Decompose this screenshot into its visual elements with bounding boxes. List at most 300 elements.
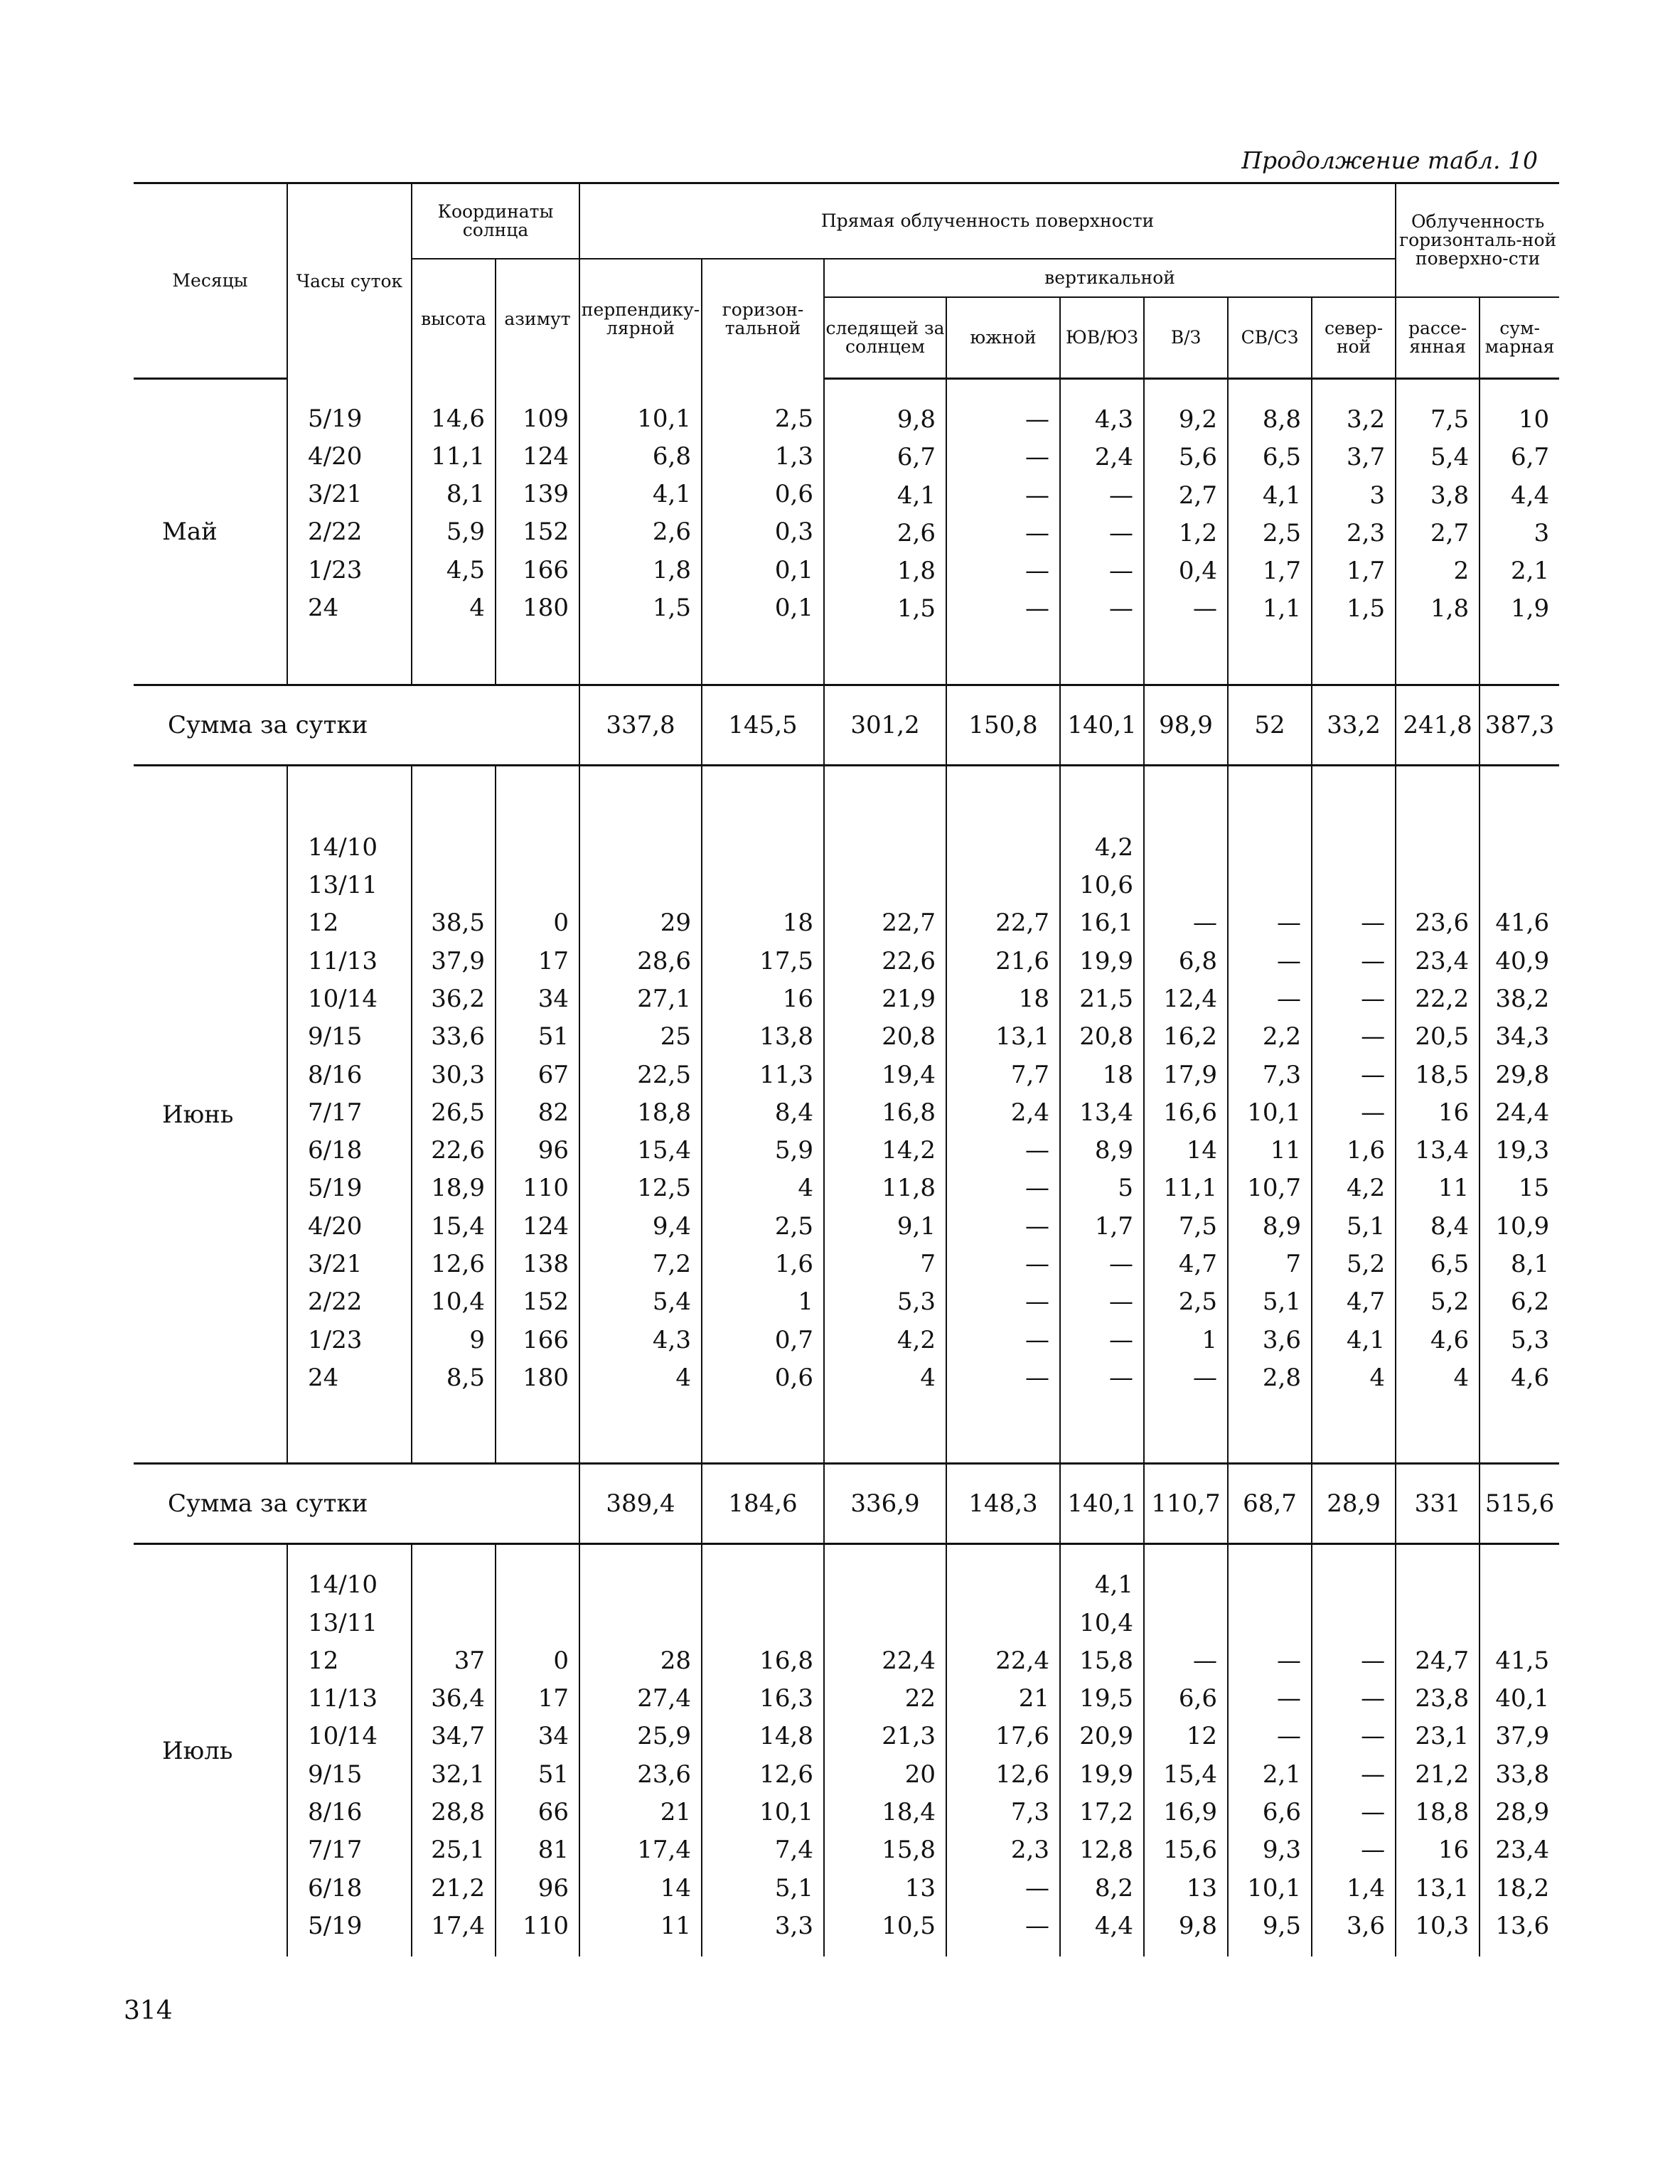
value-cell: 110 xyxy=(523,1911,569,1940)
value-cell: 20,8 xyxy=(1079,1022,1133,1051)
value-cell: 82 xyxy=(537,1098,569,1127)
header-months: Месяцы xyxy=(134,183,287,379)
value-cell: 166 xyxy=(523,555,569,584)
value-cell: — xyxy=(1361,1722,1386,1751)
value-cell: 25 xyxy=(660,1022,691,1051)
value-cell: 21 xyxy=(660,1798,691,1827)
value-cell: — xyxy=(1025,1136,1049,1165)
daily-sum-cell: 33,2 xyxy=(1312,685,1396,765)
daily-sum-cell: 150,8 xyxy=(946,685,1060,765)
value-cell: — xyxy=(1109,518,1133,547)
value-cell: 30,3 xyxy=(431,1060,485,1089)
value-cell: 2,5 xyxy=(1262,518,1301,547)
value-cell: 0,7 xyxy=(774,1325,813,1354)
value-cell: 51 xyxy=(537,1022,569,1051)
value-cell xyxy=(825,867,936,904)
hour-cell: 3/21 xyxy=(308,1250,363,1279)
value-cell: 18,4 xyxy=(882,1798,936,1827)
value-cell: 16,9 xyxy=(1163,1798,1217,1827)
value-cell: 4 xyxy=(798,1174,813,1203)
value-cell: — xyxy=(1025,481,1049,510)
value-cell: — xyxy=(1109,1288,1133,1317)
value-cell: 33,8 xyxy=(1495,1760,1550,1789)
value-cell: 36,2 xyxy=(431,984,485,1013)
value-cell: — xyxy=(1109,1325,1133,1354)
value-column xyxy=(1396,1544,1480,1956)
value-cell: 15,8 xyxy=(1079,1646,1133,1675)
hour-cell: 24 xyxy=(308,1363,339,1392)
month-label: Май xyxy=(162,517,218,546)
value-cell: 16,8 xyxy=(759,1646,813,1675)
hour-cell: 4/20 xyxy=(308,441,363,471)
value-cell: 10,9 xyxy=(1495,1211,1550,1241)
header-ne-nw: СВ/СЗ xyxy=(1228,297,1312,379)
value-cell xyxy=(496,1566,569,1604)
value-cell xyxy=(1145,1605,1217,1642)
value-cell: 7,3 xyxy=(1262,1060,1301,1089)
daily-sum-cell: 98,9 xyxy=(1144,685,1228,765)
value-cell: 0,3 xyxy=(774,518,813,547)
value-column xyxy=(824,765,946,1463)
value-cell: — xyxy=(1109,557,1133,586)
header-e-w: В/З xyxy=(1144,297,1228,379)
value-cell xyxy=(1229,867,1301,904)
value-cell: 21,2 xyxy=(431,1873,485,1902)
value-cell: 13,6 xyxy=(1495,1911,1550,1940)
value-cell: 4 xyxy=(1369,1363,1386,1392)
value-cell: — xyxy=(1109,594,1133,623)
hour-cell: 14/10 xyxy=(308,1570,378,1600)
value-cell: 22,4 xyxy=(995,1646,1049,1675)
value-cell: 1,4 xyxy=(1347,1873,1386,1902)
value-column xyxy=(824,379,946,685)
hour-cell: 14/10 xyxy=(308,833,378,862)
value-cell xyxy=(1312,1566,1385,1604)
month-label: Июнь xyxy=(162,1100,234,1129)
value-cell: 25,9 xyxy=(637,1722,691,1751)
value-cell xyxy=(1229,1605,1301,1642)
hour-cell: 7/17 xyxy=(308,1098,363,1127)
value-cell: 1,1 xyxy=(1262,594,1301,623)
value-column xyxy=(579,379,702,685)
value-cell xyxy=(947,1605,1049,1642)
value-cell: 1,5 xyxy=(897,594,936,623)
value-cell: 14,2 xyxy=(882,1136,936,1165)
value-cell: 8,4 xyxy=(1430,1211,1470,1241)
value-cell: 13,1 xyxy=(1415,1873,1470,1902)
value-cell: 15,4 xyxy=(431,1211,485,1241)
value-cell: — xyxy=(1361,946,1386,975)
value-cell: 51 xyxy=(537,1760,569,1789)
value-cell: 9 xyxy=(469,1325,485,1354)
value-cell xyxy=(1396,867,1469,904)
value-cell: 2,7 xyxy=(1178,481,1217,510)
value-cell: 5,9 xyxy=(774,1136,813,1165)
table-caption: Продолжение табл. 10 xyxy=(1241,146,1538,174)
value-cell: 180 xyxy=(523,593,569,622)
value-cell: 0,1 xyxy=(774,555,813,584)
value-cell: 14 xyxy=(660,1873,691,1902)
value-cell: 11,1 xyxy=(1163,1174,1217,1203)
value-cell: — xyxy=(1361,1022,1386,1051)
value-cell: 10,1 xyxy=(637,404,691,433)
value-cell: 3,3 xyxy=(774,1911,813,1940)
value-column xyxy=(946,379,1060,685)
value-cell: 15,4 xyxy=(1163,1760,1217,1789)
value-column xyxy=(702,379,824,685)
value-cell: 7,5 xyxy=(1178,1211,1217,1241)
value-cell: 10,1 xyxy=(1247,1098,1301,1127)
header-horizontal: горизон-тальной xyxy=(702,259,824,379)
value-cell: 7,7 xyxy=(1010,1060,1049,1089)
value-cell: 6,8 xyxy=(1178,946,1217,975)
value-cell: 29,8 xyxy=(1495,1060,1550,1089)
hour-cell: 10/14 xyxy=(308,1722,378,1751)
value-cell: 4,2 xyxy=(897,1325,936,1354)
value-cell: 14,6 xyxy=(431,404,485,433)
value-cell: — xyxy=(1361,984,1386,1013)
value-cell xyxy=(825,1605,936,1642)
value-cell: — xyxy=(1193,1363,1217,1392)
value-cell: 16,2 xyxy=(1163,1022,1217,1051)
value-cell: 22,6 xyxy=(431,1136,485,1165)
daily-sum-cell: 331 xyxy=(1396,1464,1480,1544)
value-cell: 124 xyxy=(523,441,569,471)
daily-sum-cell: 110,7 xyxy=(1144,1464,1228,1544)
value-cell: 15,8 xyxy=(882,1836,936,1865)
value-cell: 21,6 xyxy=(995,946,1049,975)
value-cell: 23,1 xyxy=(1415,1722,1470,1751)
value-cell: 5,4 xyxy=(652,1288,691,1317)
value-cell: 22,4 xyxy=(882,1646,936,1675)
value-cell: 10,6 xyxy=(1079,871,1133,900)
value-cell: 9,8 xyxy=(897,405,936,434)
page-number: 314 xyxy=(124,1996,173,2025)
value-cell xyxy=(1480,1566,1549,1604)
value-cell: 13 xyxy=(904,1873,936,1902)
value-cell: 81 xyxy=(537,1836,569,1865)
value-cell: 8,5 xyxy=(446,1363,485,1392)
daily-sum-cell: 336,9 xyxy=(824,1464,946,1544)
value-cell: 27,1 xyxy=(637,984,691,1013)
value-cell: 8,9 xyxy=(1094,1136,1133,1165)
value-column xyxy=(496,1544,579,1956)
value-column xyxy=(579,1544,702,1956)
value-cell xyxy=(1396,1605,1469,1642)
value-cell: 67 xyxy=(537,1060,569,1089)
value-cell: — xyxy=(1025,1325,1049,1354)
value-cell: 16 xyxy=(782,984,813,1013)
value-cell: 18,2 xyxy=(1495,1873,1550,1902)
value-cell: 22,7 xyxy=(995,909,1049,938)
value-cell: 18,8 xyxy=(637,1098,691,1127)
value-cell: 41,6 xyxy=(1495,909,1550,938)
value-cell xyxy=(1229,1566,1301,1604)
value-cell: 12,4 xyxy=(1163,984,1217,1013)
value-cell: — xyxy=(1025,1250,1049,1279)
value-cell: 17,4 xyxy=(637,1836,691,1865)
value-column xyxy=(412,765,496,1463)
value-cell: 7,3 xyxy=(1010,1798,1049,1827)
value-cell: 0,1 xyxy=(774,593,813,622)
value-column xyxy=(496,765,579,1463)
value-cell: 2 xyxy=(1453,557,1470,586)
value-column xyxy=(824,1544,946,1956)
value-cell: 5,1 xyxy=(774,1873,813,1902)
header-diffuse: рассе-янная xyxy=(1396,297,1480,379)
value-cell: 2,1 xyxy=(1511,557,1550,586)
value-cell: 8,8 xyxy=(1262,405,1301,434)
value-cell: 4,5 xyxy=(446,555,485,584)
value-cell: 1,2 xyxy=(1178,518,1217,547)
value-cell: — xyxy=(1025,1174,1049,1203)
value-cell: 17,4 xyxy=(431,1911,485,1940)
value-cell xyxy=(947,867,1049,904)
value-cell: 7,2 xyxy=(652,1250,691,1279)
value-cell: 28,8 xyxy=(431,1798,485,1827)
hour-cell: 10/14 xyxy=(308,984,378,1013)
value-cell: 1,7 xyxy=(1347,557,1386,586)
value-cell: 22,6 xyxy=(882,946,936,975)
value-cell: 15,6 xyxy=(1163,1836,1217,1865)
value-cell: — xyxy=(1109,481,1133,510)
hours-column xyxy=(287,1544,412,1956)
value-cell: — xyxy=(1025,1911,1049,1940)
value-cell: — xyxy=(1025,443,1049,472)
value-cell: 5,3 xyxy=(1511,1325,1550,1354)
value-cell: 11,3 xyxy=(759,1060,813,1089)
value-cell: — xyxy=(1277,909,1301,938)
value-cell: 24,4 xyxy=(1495,1098,1550,1127)
header-north: север-ной xyxy=(1312,297,1396,379)
value-cell: — xyxy=(1025,557,1049,586)
value-cell: 21 xyxy=(1018,1684,1049,1713)
value-cell xyxy=(580,829,691,867)
value-cell: — xyxy=(1277,1684,1301,1713)
hours-column xyxy=(287,765,412,1463)
value-cell: 13,4 xyxy=(1415,1136,1470,1165)
header-hours: Часы суток xyxy=(287,183,412,379)
value-cell: 7 xyxy=(920,1250,936,1279)
value-cell xyxy=(496,1605,569,1642)
value-cell: 16,1 xyxy=(1079,909,1133,938)
value-cell: 1,5 xyxy=(652,593,691,622)
daily-sum-cell: 145,5 xyxy=(702,685,824,765)
value-cell: 9,4 xyxy=(652,1211,691,1241)
value-cell xyxy=(702,1566,813,1604)
value-column xyxy=(1396,379,1480,685)
value-cell: 6,7 xyxy=(1511,443,1550,472)
value-cell: 9,3 xyxy=(1262,1836,1301,1865)
value-cell xyxy=(1145,1566,1217,1604)
value-cell: 19,5 xyxy=(1079,1684,1133,1713)
value-cell: 34,3 xyxy=(1495,1022,1550,1051)
hour-cell: 5/19 xyxy=(308,1911,363,1940)
value-cell: 18,9 xyxy=(431,1174,485,1203)
value-cell: 1,9 xyxy=(1511,594,1550,623)
daily-sum-cell: 389,4 xyxy=(579,1464,702,1544)
hour-cell: 12 xyxy=(308,1646,339,1675)
hour-cell: 5/19 xyxy=(308,404,363,433)
value-cell: — xyxy=(1109,1363,1133,1392)
value-cell xyxy=(580,1605,691,1642)
value-cell: 3,8 xyxy=(1430,481,1470,510)
month-block xyxy=(134,765,1559,1463)
value-cell: 1,3 xyxy=(774,441,813,471)
value-cell: 6,6 xyxy=(1178,1684,1217,1713)
value-cell: 22,2 xyxy=(1415,984,1470,1013)
hour-cell: 8/16 xyxy=(308,1060,363,1089)
value-cell: 37 xyxy=(454,1646,485,1675)
value-cell: 23,8 xyxy=(1415,1684,1470,1713)
header-altitude: высота xyxy=(412,259,496,379)
value-cell: 109 xyxy=(523,404,569,433)
value-cell: 1,7 xyxy=(1262,557,1301,586)
value-cell: — xyxy=(1025,1873,1049,1902)
value-cell: 34 xyxy=(537,984,569,1013)
value-cell: 10,4 xyxy=(431,1288,485,1317)
value-column xyxy=(1060,1544,1144,1956)
value-cell: 3,7 xyxy=(1347,443,1386,472)
hour-cell: 13/11 xyxy=(308,871,378,900)
value-cell: — xyxy=(1361,1836,1386,1865)
value-cell: 37,9 xyxy=(431,946,485,975)
value-cell: 10,1 xyxy=(759,1798,813,1827)
value-cell: 4,6 xyxy=(1430,1325,1470,1354)
value-cell: 2,5 xyxy=(774,1211,813,1241)
value-cell: 2,6 xyxy=(897,518,936,547)
value-cell: 0,6 xyxy=(774,480,813,509)
value-cell: 9,8 xyxy=(1178,1911,1217,1940)
value-cell: 23,6 xyxy=(1415,909,1470,938)
value-column xyxy=(1144,1544,1228,1956)
value-cell xyxy=(1396,1566,1469,1604)
header-sun-coords: Координаты солнца xyxy=(412,183,579,259)
value-column xyxy=(946,765,1060,1463)
value-cell: 4,1 xyxy=(1094,1570,1133,1600)
value-cell: 4,1 xyxy=(897,481,936,510)
value-cell xyxy=(702,1605,813,1642)
value-cell: 40,9 xyxy=(1495,946,1550,975)
daily-sum-cell: 68,7 xyxy=(1228,1464,1312,1544)
value-column xyxy=(1312,765,1396,1463)
header-vertical: вертикальной xyxy=(824,259,1396,297)
value-cell: — xyxy=(1361,1098,1386,1127)
value-cell: 1,5 xyxy=(1347,594,1386,623)
value-cell: 152 xyxy=(523,1288,569,1317)
daily-sum-label: Сумма за сутки xyxy=(134,1464,579,1544)
daily-sum-cell: 515,6 xyxy=(1480,1464,1559,1544)
value-cell: 1 xyxy=(1202,1325,1217,1354)
value-cell: 4 xyxy=(1453,1363,1470,1392)
value-cell: 6,5 xyxy=(1262,443,1301,472)
value-column xyxy=(702,1544,824,1956)
value-cell: — xyxy=(1277,1646,1301,1675)
value-cell: 19,4 xyxy=(882,1060,936,1089)
value-cell: 23,6 xyxy=(637,1760,691,1789)
daily-sum-cell: 140,1 xyxy=(1060,685,1144,765)
header-tracking: следящей за солнцем xyxy=(824,297,946,379)
hour-cell: 9/15 xyxy=(308,1022,363,1051)
value-cell: 17 xyxy=(537,1684,569,1713)
value-cell: 11,1 xyxy=(431,441,485,471)
value-cell: 37,9 xyxy=(1495,1722,1550,1751)
value-cell: 4 xyxy=(920,1363,936,1392)
irradiance-table xyxy=(134,182,1559,1956)
hour-cell: 3/21 xyxy=(308,480,363,509)
month-block xyxy=(134,1544,1559,1956)
value-cell: 22,7 xyxy=(882,909,936,938)
value-cell: — xyxy=(1025,518,1049,547)
value-cell: 1,6 xyxy=(774,1250,813,1279)
value-cell: 17,5 xyxy=(759,946,813,975)
value-cell xyxy=(947,1566,1049,1604)
value-cell: 9,2 xyxy=(1178,405,1217,434)
value-cell xyxy=(412,829,485,867)
value-cell xyxy=(496,867,569,904)
value-cell: 4,1 xyxy=(1262,481,1301,510)
value-cell: 18,8 xyxy=(1415,1798,1470,1827)
value-cell: 14 xyxy=(1186,1136,1217,1165)
daily-sum-cell: 28,9 xyxy=(1312,1464,1396,1544)
value-cell: 7,4 xyxy=(774,1836,813,1865)
value-cell: 38,2 xyxy=(1495,984,1550,1013)
value-cell: 12 xyxy=(1186,1722,1217,1751)
value-cell: 4,6 xyxy=(1511,1363,1550,1392)
hour-cell: 7/17 xyxy=(308,1836,363,1865)
header-total: сум-марная xyxy=(1480,297,1559,379)
value-cell: 2,7 xyxy=(1430,518,1470,547)
value-cell xyxy=(1229,829,1301,867)
value-cell xyxy=(702,829,813,867)
value-cell: 8,9 xyxy=(1262,1211,1301,1241)
value-cell: 5,3 xyxy=(897,1288,936,1317)
value-cell xyxy=(1145,867,1217,904)
value-column xyxy=(1480,1544,1559,1956)
value-cell xyxy=(825,1566,936,1604)
value-column xyxy=(1312,1544,1396,1956)
hour-cell: 1/23 xyxy=(308,555,363,584)
hour-cell: 5/19 xyxy=(308,1174,363,1203)
daily-sum-row xyxy=(134,685,1559,765)
hour-cell: 2/22 xyxy=(308,518,363,547)
value-cell: 18,5 xyxy=(1415,1060,1470,1089)
daily-sum-cell: 184,6 xyxy=(702,1464,824,1544)
header-azimuth: азимут xyxy=(496,259,579,379)
value-column xyxy=(1396,765,1480,1463)
value-cell xyxy=(1396,829,1469,867)
value-cell: 5,1 xyxy=(1262,1288,1301,1317)
value-cell: 110 xyxy=(523,1174,569,1203)
value-cell: 16 xyxy=(1438,1098,1470,1127)
value-column xyxy=(1312,379,1396,685)
value-cell: 0,6 xyxy=(774,1363,813,1392)
value-cell: 5,6 xyxy=(1178,443,1217,472)
value-cell: 6,6 xyxy=(1262,1798,1301,1827)
table-header xyxy=(134,183,1559,379)
value-cell: 3,6 xyxy=(1262,1325,1301,1354)
value-cell xyxy=(1480,1605,1549,1642)
value-cell: 4,7 xyxy=(1178,1250,1217,1279)
value-cell: 32,1 xyxy=(431,1760,485,1789)
value-cell: 4 xyxy=(469,593,485,622)
value-cell: 17,2 xyxy=(1079,1798,1133,1827)
value-cell: 20,9 xyxy=(1079,1722,1133,1751)
value-cell: 10,5 xyxy=(882,1911,936,1940)
value-cell: 13,8 xyxy=(759,1022,813,1051)
value-cell: 1,6 xyxy=(1347,1136,1386,1165)
value-cell: 0,4 xyxy=(1178,557,1217,586)
